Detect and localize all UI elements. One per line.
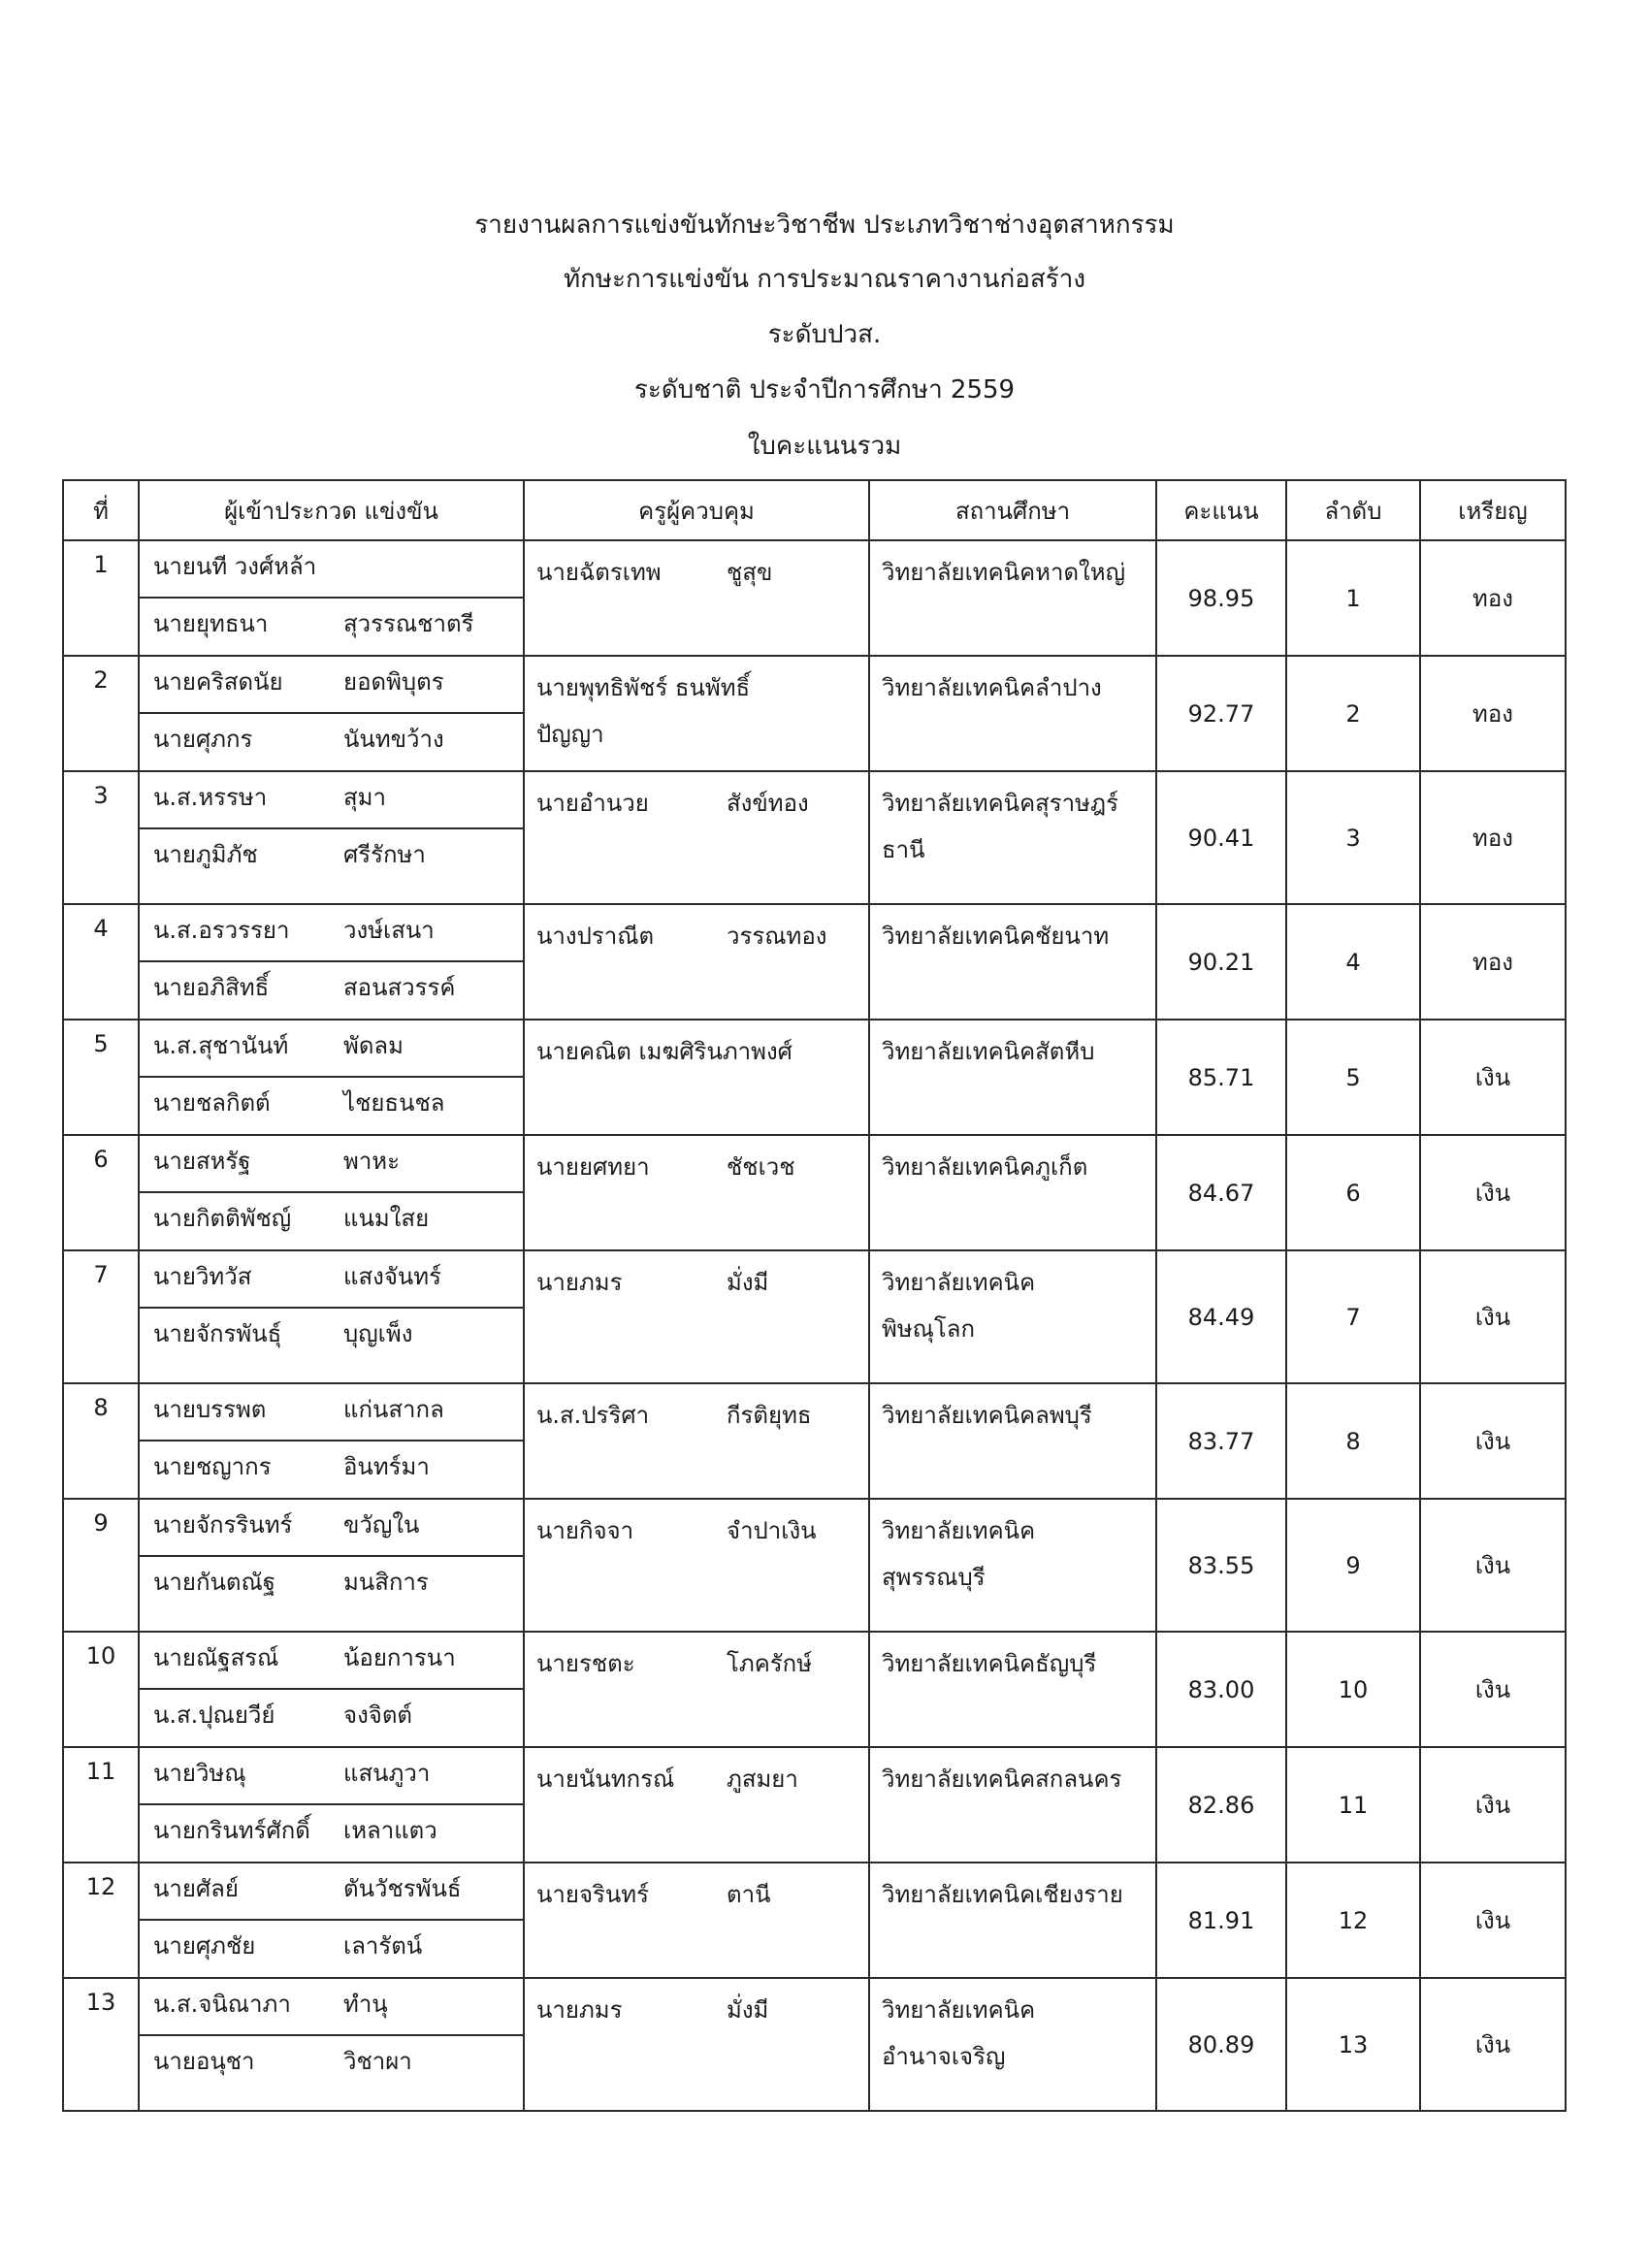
advisor-last-name: โภครักษ์ <box>727 1650 813 1677</box>
advisor-last-name: กีรติยุทธ <box>727 1402 812 1429</box>
table-row <box>63 1250 1566 1383</box>
row-number: 10 <box>63 1632 139 1747</box>
advisor-name <box>536 1756 857 1802</box>
institution-cell <box>869 771 1156 904</box>
institution-cell <box>869 1383 1156 1499</box>
competitor-first-name: นายกิตติพัชญ์ <box>153 1205 292 1232</box>
rank-value: 6 <box>1286 1135 1420 1250</box>
institution-name: วิทยาลัยเทคนิคสัตหีบ <box>882 1038 1095 1065</box>
institution-name: วิทยาลัยเทคนิคชัยนาท <box>882 923 1110 950</box>
rank-value: 12 <box>1286 1863 1420 1978</box>
competitor-1 <box>140 1021 523 1076</box>
score-value: 84.67 <box>1156 1135 1286 1250</box>
header-advisor: ครูผู้ควบคุม <box>524 480 869 540</box>
row-number: 1 <box>63 540 139 656</box>
competitor-last-name: ศรีรักษา <box>343 841 426 868</box>
header-rank: ลำดับ <box>1286 480 1420 540</box>
competitors-cell <box>139 1383 524 1499</box>
advisor-cell <box>524 1863 869 1978</box>
score-value: 98.95 <box>1156 540 1286 656</box>
header-institution: สถานศึกษา <box>869 480 1156 540</box>
competitors-cell <box>139 1978 524 2111</box>
institution-cell <box>869 1863 1156 1978</box>
institution-cell <box>869 1978 1156 2111</box>
competitor-last-name: พาหะ <box>343 1148 401 1175</box>
advisor-cell <box>524 771 869 904</box>
advisor-first-name: นายฉัตรเทพ <box>536 559 662 586</box>
competitor-first-name: นายภูมิภัช <box>153 841 258 868</box>
report-level: ระดับปวส. <box>767 320 882 349</box>
competitor-first-name: นายจักรรินทร์ <box>153 1511 293 1539</box>
institution-cell <box>869 1747 1156 1863</box>
competitor-2 <box>140 1191 523 1249</box>
advisor-last-name: สังข์ทอง <box>727 790 809 817</box>
competitor-2 <box>140 1803 523 1862</box>
advisor-cell <box>524 1250 869 1383</box>
competitor-last-name: เหลาแตว <box>343 1817 437 1844</box>
advisor-last-name: ตานี <box>727 1881 771 1908</box>
rank-value: 9 <box>1286 1499 1420 1632</box>
medal-value: เงิน <box>1420 1020 1566 1135</box>
competitor-first-name: นายวิษณุ <box>153 1760 246 1787</box>
row-number: 8 <box>63 1383 139 1499</box>
competitor-last-name: ทำนุ <box>343 1991 388 2018</box>
institution-cell <box>869 1499 1156 1632</box>
competitor-last-name: จงจิตต์ <box>343 1701 413 1729</box>
competitor-last-name: เลารัตน์ <box>343 1932 423 1960</box>
row-number: 2 <box>63 656 139 771</box>
advisor-first-name: นายรชตะ <box>536 1650 635 1677</box>
competitor-last-name: แนมใสย <box>343 1205 430 1232</box>
rank-value: 2 <box>1286 656 1420 771</box>
competitor-2 <box>140 827 523 903</box>
competitors-cell <box>139 1135 524 1250</box>
competitor-last-name: แก่นสากล <box>343 1396 444 1423</box>
competitor-first-name: นายชลกิตต์ <box>153 1089 271 1117</box>
advisor-cell <box>524 1499 869 1632</box>
advisor-last-name: ภูสมยา <box>727 1766 798 1793</box>
advisor-cell <box>524 904 869 1020</box>
advisor-cell <box>524 656 869 771</box>
score-value: 90.41 <box>1156 771 1286 904</box>
table-row <box>63 904 1566 1020</box>
competitor-last-name: นันทขว้าง <box>343 726 444 753</box>
table-row <box>63 1863 1566 1978</box>
competitor-first-name: นายกันตณัฐ <box>153 1569 275 1596</box>
competitor-2 <box>140 712 523 770</box>
table-row <box>63 1383 1566 1499</box>
competitor-2 <box>140 2034 523 2110</box>
advisor-first-name: นายยศทยา <box>536 1153 650 1181</box>
advisor-name <box>536 664 857 711</box>
competitor-1 <box>140 1863 523 1919</box>
row-number: 3 <box>63 771 139 904</box>
competitor-1 <box>140 1251 523 1307</box>
advisor-first-name: นายจรินทร์ <box>536 1881 650 1908</box>
competitor-last-name: สุมา <box>343 784 386 811</box>
advisor-first-name: น.ส.ปรริศา <box>536 1402 650 1429</box>
institution-cell <box>869 1020 1156 1135</box>
competitor-first-name: นายคริสดนัย <box>153 668 283 696</box>
rank-value: 10 <box>1286 1632 1420 1747</box>
row-number: 7 <box>63 1250 139 1383</box>
row-number: 9 <box>63 1499 139 1632</box>
institution-cell <box>869 540 1156 656</box>
row-number: 5 <box>63 1020 139 1135</box>
advisor-cell <box>524 1383 869 1499</box>
table-row <box>63 656 1566 771</box>
advisor-name <box>536 1259 857 1306</box>
competitor-first-name: นายกรินทร์ศักดิ์ <box>153 1817 310 1844</box>
table-row <box>63 1632 1566 1747</box>
table-row <box>63 540 1566 656</box>
competitor-2 <box>140 1307 523 1382</box>
competitor-first-name: นายณัฐสรณ์ <box>153 1644 279 1671</box>
advisor-first-name: นายกิจจา <box>536 1517 634 1544</box>
competitor-last-name: ยอดพิบุตร <box>343 668 444 696</box>
advisor-last-name: มั่งมี <box>727 1269 769 1296</box>
competitor-1 <box>140 541 523 597</box>
rank-value: 7 <box>1286 1250 1420 1383</box>
advisor-last-name: จำปาเงิน <box>727 1517 817 1544</box>
advisor-first-name: นายอำนวย <box>536 790 649 817</box>
advisor-last-name: วรรณทอง <box>727 923 827 950</box>
table-row <box>63 1499 1566 1632</box>
rank-value: 13 <box>1286 1978 1420 2111</box>
competitor-last-name: อินทร์มา <box>343 1453 430 1480</box>
competitor-last-name: แสนภูวา <box>343 1760 431 1787</box>
competitor-first-name: น.ส.จนิณาภา <box>153 1991 291 2018</box>
advisor-cell <box>524 1978 869 2111</box>
competitors-cell <box>139 1020 524 1135</box>
institution-cell <box>869 1135 1156 1250</box>
institution-name-continued: พิษณุโลก <box>882 1315 976 1343</box>
rank-value: 5 <box>1286 1020 1420 1135</box>
medal-value: เงิน <box>1420 1978 1566 2111</box>
row-number: 4 <box>63 904 139 1020</box>
advisor-cell <box>524 540 869 656</box>
advisor-name-continued: ปัญญา <box>536 721 604 748</box>
report-subtitle: ใบคะแนนรวม <box>747 432 902 461</box>
competitors-cell <box>139 540 524 656</box>
advisor-last-name: ชัชเวช <box>727 1153 795 1181</box>
advisor-first-name: นางปราณีต <box>536 923 655 950</box>
institution-name: วิทยาลัยเทคนิค <box>882 1269 1036 1296</box>
advisor-cell <box>524 1020 869 1135</box>
score-value: 83.55 <box>1156 1499 1286 1632</box>
rank-value: 3 <box>1286 771 1420 904</box>
competitor-last-name: น้อยการนา <box>343 1644 456 1671</box>
competitor-first-name: น.ส.อรวรรยา <box>153 917 290 944</box>
institution-cell <box>869 656 1156 771</box>
medal-value: เงิน <box>1420 1863 1566 1978</box>
table-row <box>63 1978 1566 2111</box>
medal-value: เงิน <box>1420 1250 1566 1383</box>
competitor-first-name: นายยุทธนา <box>153 610 269 637</box>
competitor-1 <box>140 1500 523 1555</box>
competitors-cell <box>139 1499 524 1632</box>
competitor-first-name: นายวิทวัส <box>153 1263 252 1290</box>
competitor-1 <box>140 772 523 827</box>
competitors-cell <box>139 771 524 904</box>
competitor-first-name: นายสหรัฐ <box>153 1148 251 1175</box>
competitor-2 <box>140 1919 523 1977</box>
advisor-first-name: นายภมร <box>536 1996 623 2024</box>
report-skill: ทักษะการแข่งขัน การประมาณราคางานก่อสร้าง <box>563 265 1086 294</box>
competitor-last-name: วงษ์เสนา <box>343 917 435 944</box>
competitor-first-name: น.ส.ปุณยวีย์ <box>153 1701 275 1729</box>
row-number: 6 <box>63 1135 139 1250</box>
advisor-name <box>536 1392 857 1439</box>
report-year: ระดับชาติ ประจำปีการศึกษา 2559 <box>633 375 1016 405</box>
competitor-1 <box>140 1633 523 1688</box>
advisor-last-name: มั่งมี <box>727 1996 769 2024</box>
competitor-first-name: นายชญากร <box>153 1453 272 1480</box>
institution-name: วิทยาลัยเทคนิคลำปาง <box>882 674 1102 701</box>
competitor-1 <box>140 657 523 712</box>
table-row <box>63 1020 1566 1135</box>
header-competitors: ผู้เข้าประกวด แข่งขัน <box>139 480 524 540</box>
advisor-name <box>536 1028 857 1075</box>
competitor-last-name: สอนสวรรค์ <box>343 974 456 1001</box>
report-title: รายงานผลการแข่งขันทักษะวิชาชีพ ประเภทวิชาช่างอุตสาหกรรม <box>474 211 1175 240</box>
competitor-first-name: นายนที วงศ์หล้า <box>153 553 317 580</box>
competitor-first-name: น.ส.หรรษา <box>153 784 268 811</box>
competitor-2 <box>140 1440 523 1498</box>
institution-name: วิทยาลัยเทคนิคธัญบุรี <box>882 1650 1097 1677</box>
score-value: 92.77 <box>1156 656 1286 771</box>
score-value: 90.21 <box>1156 904 1286 1020</box>
row-number: 12 <box>63 1863 139 1978</box>
competitor-1 <box>140 1979 523 2034</box>
score-value: 83.00 <box>1156 1632 1286 1747</box>
rank-value: 8 <box>1286 1383 1420 1499</box>
table-row <box>63 1135 1566 1250</box>
competitor-first-name: น.ส.สุชานันท์ <box>153 1032 289 1059</box>
institution-cell <box>869 1250 1156 1383</box>
competitor-last-name: ขวัญใน <box>343 1511 420 1539</box>
score-value: 85.71 <box>1156 1020 1286 1135</box>
institution-name-continued: ธานี <box>882 836 925 863</box>
medal-value: เงิน <box>1420 1747 1566 1863</box>
competitor-1 <box>140 905 523 960</box>
institution-name: วิทยาลัยเทคนิค <box>882 1996 1036 2024</box>
institution-name: วิทยาลัยเทคนิคสุราษฎร์ <box>882 790 1118 817</box>
competitor-last-name: พัดลม <box>343 1032 404 1059</box>
advisor-first-name: นายคณิต เมฆศิรินภาพงศ์ <box>536 1038 792 1065</box>
advisor-first-name: นายภมร <box>536 1269 623 1296</box>
institution-cell <box>869 904 1156 1020</box>
header-score: คะแนน <box>1156 480 1286 540</box>
competitors-cell <box>139 656 524 771</box>
competitor-first-name: นายศุภกร <box>153 726 253 753</box>
competitor-last-name: มนสิการ <box>343 1569 429 1596</box>
competitor-1 <box>140 1384 523 1440</box>
advisor-first-name: นายนันทกรณ์ <box>536 1766 675 1793</box>
score-value: 80.89 <box>1156 1978 1286 2111</box>
score-value: 82.86 <box>1156 1747 1286 1863</box>
institution-name: วิทยาลัยเทคนิคภูเก็ต <box>882 1153 1088 1181</box>
institution-name: วิทยาลัยเทคนิคสกลนคร <box>882 1766 1122 1793</box>
header-medal: เหรียญ <box>1420 480 1566 540</box>
competitor-last-name: สุวรรณชาตรี <box>343 610 474 637</box>
row-number: 13 <box>63 1978 139 2111</box>
competitor-first-name: นายศัลย์ <box>153 1875 239 1902</box>
competitor-2 <box>140 1688 523 1746</box>
row-number: 11 <box>63 1747 139 1863</box>
competitors-cell <box>139 1863 524 1978</box>
table-header-row <box>63 480 1566 540</box>
advisor-name <box>536 913 857 959</box>
advisor-name <box>536 549 857 596</box>
table-row <box>63 1747 1566 1863</box>
advisor-cell <box>524 1135 869 1250</box>
medal-value: ทอง <box>1420 656 1566 771</box>
advisor-cell <box>524 1747 869 1863</box>
advisor-cell <box>524 1632 869 1747</box>
competitor-1 <box>140 1136 523 1191</box>
competitor-1 <box>140 1748 523 1803</box>
competitor-2 <box>140 960 523 1019</box>
competitor-2 <box>140 1076 523 1134</box>
competitors-cell <box>139 1632 524 1747</box>
advisor-first-name: นายพุทธิพัชร์ ธนพัทธิ์ <box>536 674 751 701</box>
header-no: ที่ <box>63 480 139 540</box>
score-value: 81.91 <box>1156 1863 1286 1978</box>
medal-value: ทอง <box>1420 771 1566 904</box>
competitor-2 <box>140 597 523 655</box>
institution-cell <box>869 1632 1156 1747</box>
advisor-name <box>536 1871 857 1918</box>
institution-name: วิทยาลัยเทคนิค <box>882 1517 1036 1544</box>
advisor-last-name: ชูสุข <box>727 559 773 586</box>
competitor-first-name: นายบรรพต <box>153 1396 267 1423</box>
medal-value: ทอง <box>1420 540 1566 656</box>
medal-value: เงิน <box>1420 1383 1566 1499</box>
score-value: 83.77 <box>1156 1383 1286 1499</box>
advisor-name <box>536 1987 857 2033</box>
competitor-last-name: วิชาผา <box>343 2048 412 2075</box>
medal-value: เงิน <box>1420 1632 1566 1747</box>
competitor-last-name: ตันวัชรพันธ์ <box>343 1875 462 1902</box>
institution-name: วิทยาลัยเทคนิคลพบุรี <box>882 1402 1092 1429</box>
advisor-name <box>536 780 857 826</box>
medal-value: เงิน <box>1420 1135 1566 1250</box>
competitor-first-name: นายจักรพันธุ์ <box>153 1320 282 1347</box>
score-table <box>62 479 1567 2112</box>
competitor-first-name: นายอภิสิทธิ์ <box>153 974 270 1001</box>
advisor-name <box>536 1144 857 1190</box>
institution-name: วิทยาลัยเทคนิคหาดใหญ่ <box>882 559 1126 586</box>
competitor-last-name: แสงจันทร์ <box>343 1263 442 1290</box>
medal-value: เงิน <box>1420 1499 1566 1632</box>
institution-name-continued: อำนาจเจริญ <box>882 2043 1006 2070</box>
table-row <box>63 771 1566 904</box>
competitor-last-name: บุญเพ็ง <box>343 1320 413 1347</box>
competitors-cell <box>139 1747 524 1863</box>
institution-name: วิทยาลัยเทคนิคเชียงราย <box>882 1881 1123 1908</box>
competitor-last-name: ไชยธนชล <box>343 1089 445 1117</box>
competitors-cell <box>139 904 524 1020</box>
rank-value: 1 <box>1286 540 1420 656</box>
advisor-name <box>536 1507 857 1554</box>
competitor-2 <box>140 1555 523 1631</box>
institution-name-continued: สุพรรณบุรี <box>882 1564 986 1591</box>
competitors-cell <box>139 1250 524 1383</box>
medal-value: ทอง <box>1420 904 1566 1020</box>
rank-value: 11 <box>1286 1747 1420 1863</box>
advisor-name <box>536 1640 857 1687</box>
competitor-first-name: นายอนุชา <box>153 2048 255 2075</box>
rank-value: 4 <box>1286 904 1420 1020</box>
score-value: 84.49 <box>1156 1250 1286 1383</box>
competitor-first-name: นายศุภชัย <box>153 1932 256 1960</box>
